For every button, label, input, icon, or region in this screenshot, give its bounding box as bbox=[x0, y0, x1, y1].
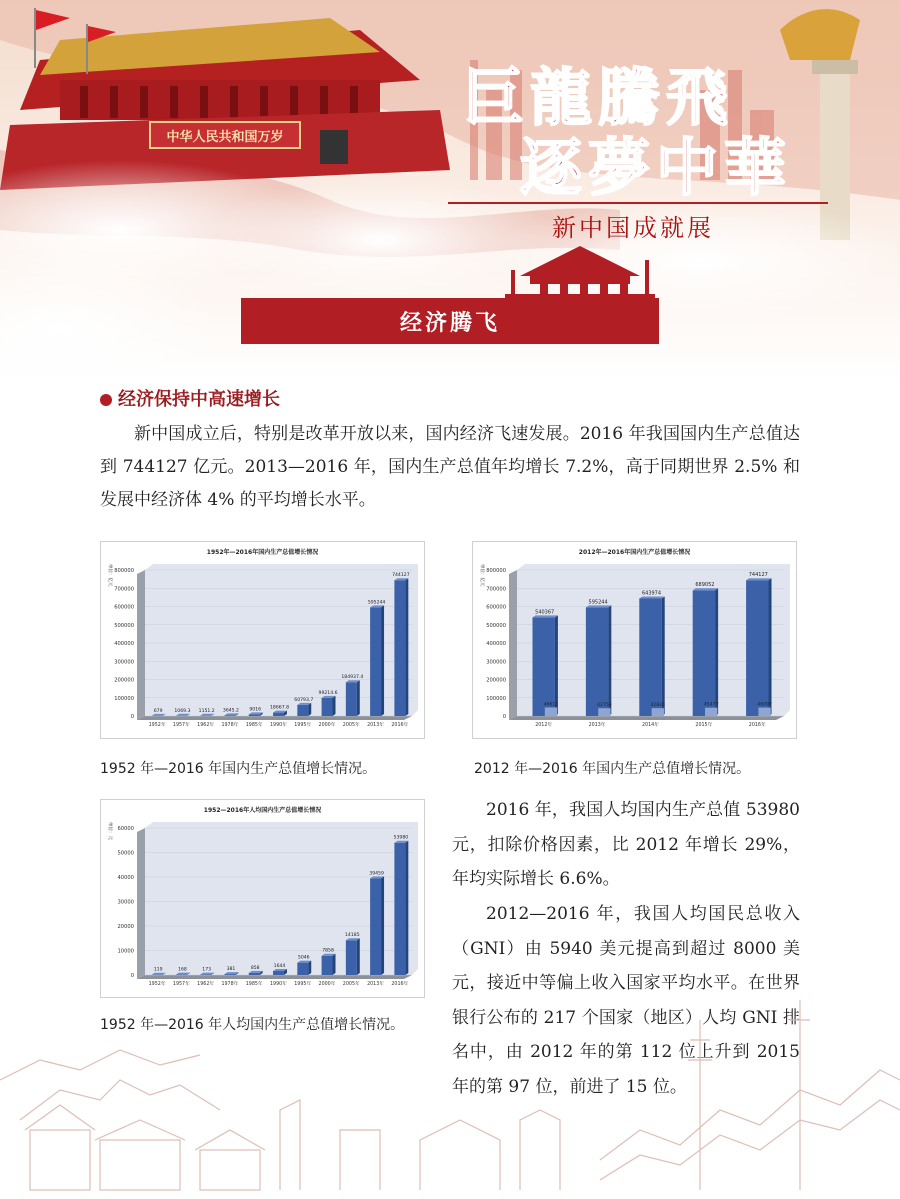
x-tick-label: 1952年 bbox=[148, 723, 166, 728]
data-label: 595244 bbox=[588, 599, 608, 606]
data-label: 744127 bbox=[392, 573, 410, 579]
x-tick-label: 2005年 bbox=[342, 723, 360, 728]
bar bbox=[249, 714, 260, 716]
x-tick-label: 2013年 bbox=[588, 723, 606, 728]
data-label: 119 bbox=[153, 967, 163, 973]
bar-top bbox=[586, 605, 611, 607]
bar-side bbox=[769, 578, 772, 716]
bar-side bbox=[662, 596, 665, 716]
bar bbox=[394, 580, 405, 716]
increment-label: 46611 bbox=[543, 702, 559, 708]
y-tick-label: 50000 bbox=[117, 850, 134, 857]
x-tick-label: 1962年 bbox=[197, 982, 215, 987]
bullet-dot-icon bbox=[100, 394, 112, 406]
x-tick-label: 2016年 bbox=[391, 723, 409, 728]
data-label: 540367 bbox=[535, 609, 555, 616]
bar bbox=[273, 713, 284, 716]
y-tick-label: 100000 bbox=[486, 695, 506, 702]
increment-label: 45477 bbox=[703, 702, 719, 708]
chart-gdp-1952-2016 bbox=[100, 541, 425, 739]
x-tick-label: 2012年 bbox=[535, 723, 553, 728]
bar bbox=[746, 580, 768, 716]
data-label: 381 bbox=[226, 967, 236, 973]
y-tick-label: 700000 bbox=[114, 586, 134, 593]
plot-side-wall bbox=[509, 570, 517, 720]
data-label: 679 bbox=[153, 708, 163, 714]
chart-ylabel: 单位：元 bbox=[107, 822, 112, 840]
bar bbox=[586, 607, 608, 716]
y-tick-label: 100000 bbox=[114, 695, 134, 702]
data-label: 643974 bbox=[641, 590, 662, 597]
section-banner: 经济腾飞 bbox=[241, 298, 659, 344]
caption-chart-1: 1952 年—2016 年国内生产总值增长情况。 bbox=[100, 761, 377, 777]
x-tick-label: 1978年 bbox=[221, 982, 239, 987]
data-label: 3645.2 bbox=[222, 708, 239, 714]
x-tick-label: 2000年 bbox=[318, 982, 336, 987]
bar bbox=[346, 682, 357, 716]
gate-slogan: 中华人民共和国万岁 bbox=[166, 130, 284, 145]
data-label: 9016 bbox=[249, 707, 262, 713]
intro-paragraph: 新中国成立后，特别是改革开放以来，国内经济飞速发展。2016 年我国国内生产总值达到 744127 亿元。2013—2016 年，国内生产总值年均增长 7.2%，高于同期世界 2.5% 和发展中经济体 4% 的平均增长水平。 bbox=[100, 424, 800, 510]
bar bbox=[370, 607, 381, 716]
data-label: 1151.2 bbox=[198, 708, 215, 714]
per-capita-paragraph: 2016 年，我国人均国内生产总值 53980 元，扣除价格因素，比 2012 年增长 29%，年均实际增长 6.6%。 bbox=[452, 800, 800, 890]
y-tick-label: 600000 bbox=[114, 604, 134, 611]
bar bbox=[693, 590, 715, 716]
x-tick-label: 1978年 bbox=[221, 723, 239, 728]
x-tick-label: 2015年 bbox=[695, 723, 713, 728]
data-label: 184937.4 bbox=[341, 675, 364, 681]
x-tick-label: 1990年 bbox=[269, 982, 288, 987]
data-label: 39459 bbox=[369, 871, 384, 877]
y-tick-label: 500000 bbox=[486, 622, 506, 629]
data-label: 1644 bbox=[273, 963, 286, 969]
bar-side bbox=[405, 578, 408, 716]
y-tick-label: 300000 bbox=[114, 659, 134, 666]
y-tick-label: 0 bbox=[130, 714, 134, 720]
bar-side bbox=[608, 605, 611, 716]
bar bbox=[224, 715, 235, 716]
bar-side bbox=[308, 703, 311, 716]
increment-label: 42753 bbox=[597, 703, 612, 709]
x-tick-label: 1985年 bbox=[245, 723, 263, 728]
chart-gdp-2012-2016-svg bbox=[473, 542, 796, 738]
y-tick-label: 10000 bbox=[117, 948, 134, 955]
x-tick-label: 2014年 bbox=[641, 723, 660, 728]
x-tick-label: 2000年 bbox=[318, 723, 336, 728]
increment-label: 42824 bbox=[650, 703, 666, 709]
plot-floor bbox=[137, 716, 412, 720]
data-label: 14185 bbox=[345, 933, 360, 939]
y-tick-label: 40000 bbox=[117, 875, 134, 881]
bar bbox=[639, 598, 661, 716]
x-tick-label: 1995年 bbox=[294, 982, 312, 987]
bar-side bbox=[405, 841, 408, 975]
title-line-2: 逐夢中華 bbox=[520, 131, 793, 204]
y-tick-label: 200000 bbox=[486, 677, 506, 684]
caption-chart-2: 2012 年—2016 年国内生产总值增长情况。 bbox=[474, 761, 751, 777]
data-label: 173 bbox=[202, 967, 212, 973]
data-label: 60793.7 bbox=[294, 697, 314, 703]
chart-title: 1952年—2016年国内生产总值增长情况 bbox=[206, 549, 319, 556]
y-tick-label: 600000 bbox=[486, 604, 506, 611]
data-label: 1069.3 bbox=[174, 708, 191, 714]
increment-bar bbox=[758, 708, 770, 716]
bar bbox=[532, 617, 554, 716]
y-tick-label: 700000 bbox=[486, 586, 506, 593]
x-tick-label: 1990年 bbox=[269, 723, 288, 728]
section-heading-text: 经济保持中高速增长 bbox=[118, 389, 280, 410]
chart-gdp-1952-2016-svg bbox=[101, 542, 424, 738]
increment-bar bbox=[598, 708, 610, 716]
increment-bar bbox=[705, 708, 717, 716]
y-tick-label: 60000 bbox=[117, 826, 134, 832]
data-label: 18667.8 bbox=[270, 705, 289, 711]
chart-title: 2012年—2016年国内生产总值增长情况 bbox=[578, 549, 691, 556]
x-tick-label: 2016年 bbox=[748, 723, 766, 728]
data-label: 858 bbox=[250, 965, 260, 971]
gni-paragraph: 2012—2016 年，我国人均国民总收入（GNI）由 5940 美元提高到超过 8000 美元，接近中等偏上收入国家平均水平。在世界银行公布的 217 个国家（地区）人均 GNI 排名中，由 2012 年的第 112 位上升到 2015 年的第 97 位，前进了 15 位。 bbox=[452, 904, 800, 1097]
y-tick-label: 0 bbox=[130, 973, 134, 979]
data-label: 595244 bbox=[367, 600, 386, 606]
x-tick-label: 2005年 bbox=[342, 982, 360, 987]
section-heading bbox=[100, 385, 280, 411]
title-line-1: 巨龍騰飛 bbox=[462, 61, 735, 134]
y-tick-label: 800000 bbox=[486, 568, 506, 574]
increment-label: 46097 bbox=[757, 702, 772, 708]
x-tick-label: 1985年 bbox=[245, 982, 263, 987]
bar bbox=[297, 705, 308, 716]
data-label: 53980 bbox=[393, 835, 409, 841]
subtitle: 新中国成就展 bbox=[552, 214, 714, 242]
bar-side bbox=[381, 605, 384, 716]
x-tick-label: 2016年 bbox=[391, 982, 409, 987]
bar-top bbox=[693, 588, 718, 590]
caption-chart-3: 1952 年—2016 年人均国内生产总值增长情况。 bbox=[100, 1017, 405, 1033]
increment-bar bbox=[545, 707, 557, 716]
bar-side bbox=[555, 615, 558, 716]
bar bbox=[322, 698, 333, 716]
bar-side bbox=[333, 696, 336, 716]
chart-gdp-2012-2016 bbox=[472, 541, 797, 739]
x-tick-label: 1962年 bbox=[197, 723, 215, 728]
x-tick-label: 2013年 bbox=[367, 723, 385, 728]
chart-ylabel: 单位：亿元 bbox=[479, 564, 484, 587]
bar-top bbox=[532, 615, 557, 617]
chart-title: 1952—2016年人均国内生产总值增长情况 bbox=[203, 807, 322, 814]
data-label: 744127 bbox=[748, 572, 768, 579]
plot-side-wall bbox=[137, 570, 145, 720]
bar-side bbox=[357, 680, 360, 716]
y-tick-label: 200000 bbox=[114, 677, 134, 684]
y-tick-label: 20000 bbox=[117, 924, 134, 930]
x-tick-label: 2013年 bbox=[367, 982, 385, 987]
data-label: 5046 bbox=[297, 955, 310, 961]
bar bbox=[394, 843, 405, 975]
data-label: 689052 bbox=[695, 582, 715, 589]
y-tick-label: 400000 bbox=[486, 641, 506, 647]
y-tick-label: 400000 bbox=[114, 641, 134, 647]
bar-side bbox=[715, 588, 718, 716]
x-tick-label: 1957年 bbox=[172, 723, 190, 728]
x-tick-label: 1957年 bbox=[172, 982, 190, 987]
chart-ylabel: 单位：亿元 bbox=[107, 564, 112, 587]
plot-floor bbox=[509, 716, 784, 720]
plot-side-wall bbox=[137, 828, 145, 979]
x-tick-label: 1995年 bbox=[294, 723, 312, 728]
y-tick-label: 30000 bbox=[117, 899, 134, 906]
x-tick-label: 1952年 bbox=[148, 982, 166, 987]
bar-top bbox=[639, 596, 664, 598]
footer-line-art bbox=[0, 960, 900, 1199]
data-label: 99214.6 bbox=[318, 690, 338, 696]
y-tick-label: 800000 bbox=[114, 568, 134, 574]
data-label: 7858 bbox=[322, 948, 334, 954]
y-tick-label: 0 bbox=[502, 714, 506, 720]
bar-top bbox=[746, 578, 771, 580]
data-label: 168 bbox=[178, 967, 187, 973]
increment-bar bbox=[652, 708, 664, 716]
y-tick-label: 300000 bbox=[486, 659, 506, 666]
y-tick-label: 500000 bbox=[114, 622, 134, 629]
